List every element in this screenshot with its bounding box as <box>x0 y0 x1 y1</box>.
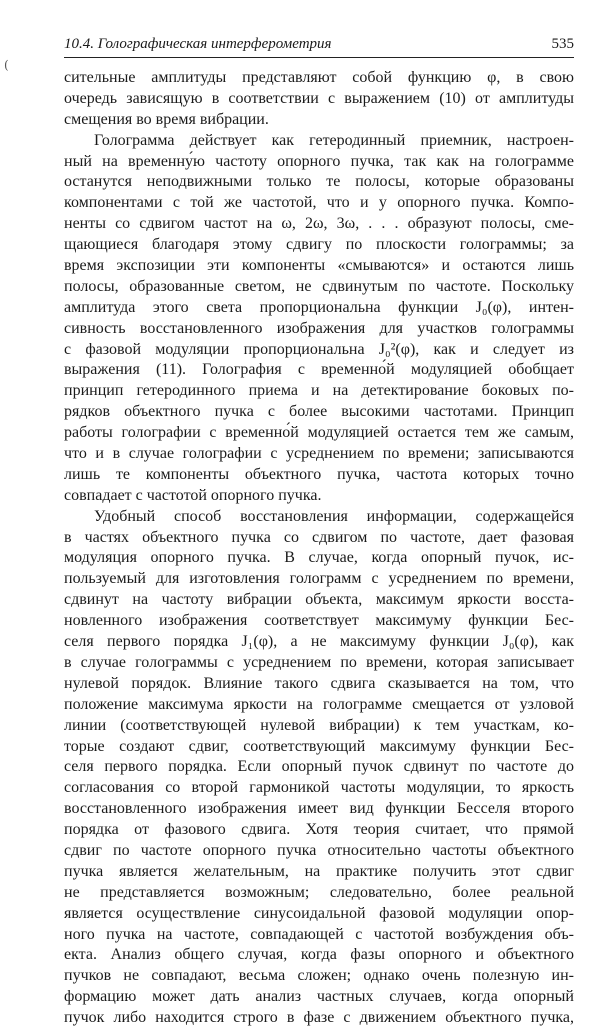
margin-mark: ( <box>4 58 9 72</box>
text-line: полосы, образованные светом, не сдвинутым по частоте. Поскольку <box>64 277 574 295</box>
text-line: очередь зависящую в соответствии с выражением (10) от амплитуды <box>64 89 574 107</box>
text-line: нулевой порядок. Влияние такого сдвига сказывается на том, что <box>64 674 574 692</box>
text-line: согласования со второй гармоникой частоты модуляции, то яркость <box>64 779 574 797</box>
text-line: рядков объектного пучка с более высокими частотами. Принцип <box>64 403 574 421</box>
text-line: сительные амплитуды представляют собой функцию φ, в свою <box>64 69 574 86</box>
text-line: сивность восстановленного изображения для участков голограммы <box>64 319 574 337</box>
text-line: линии (соответствующей нулевой вибрации) к тем участкам, ко- <box>64 716 574 734</box>
text-line: работы голографии с временно́й модуляцией остается тем же самым, <box>64 424 574 442</box>
header-rule <box>64 57 574 58</box>
text-line: восстановленного изображения имеет вид функции Бесселя второго <box>64 800 574 818</box>
text-line: смещения во время вибрации. <box>64 110 269 128</box>
text-line: модуляция опорного пучка. В случае, когда опорный пучок, ис- <box>64 549 574 567</box>
text-line: компонентами с той же частотой, что и у опорного пучка. Компо- <box>64 194 574 212</box>
text-line: пользуемый для изготовления голограмм с усреднением по времени, <box>64 570 574 588</box>
page-number: 535 <box>551 36 574 52</box>
text-line: с фазовой модуляции пропорциональна J₀²(φ), как и следует из <box>64 340 574 358</box>
paragraph-start-line: Удобный способ восстановления информации, содержащейся <box>94 507 574 525</box>
text-line: порядка от фазового сдвига. Хотя теория считает, что прямой <box>64 821 574 839</box>
text-line: является осуществление синусоидальной фазовой модуляции опор- <box>64 904 574 922</box>
text-line: в случае голограммы с усреднением по времени, которая записывает <box>64 653 574 671</box>
text-line: сдвиг по частоте опорного пучка относительно частоты объектного <box>64 841 574 859</box>
text-line: принцип гетеродинного приема и на детектирование боковых по- <box>64 382 574 400</box>
text-line: положение максимума яркости на голограмме смещается от узловой <box>64 695 574 713</box>
text-line: выражения (11). Голография с временно́й модуляцией обобщает <box>64 361 574 379</box>
text-line: пучок либо находится строго в фазе с движением объектного пучка, <box>64 1009 574 1027</box>
section-title: 10.4. Голографическая интерферометрия <box>64 36 332 52</box>
text-line: останутся неподвижными только те полосы, которые образованы <box>64 173 574 191</box>
text-line: в частях объектного пучка со сдвигом по частоте, дает фазовая <box>64 528 574 546</box>
text-line: пучка является желательным, на практике получить этот сдвиг <box>64 862 574 880</box>
running-header <box>64 34 574 56</box>
text-line: что и в случае голографии с усреднением по времени; записываются <box>64 445 574 463</box>
text-line: пучков не совпадают, весьма сложен; однако очень полезную ин- <box>64 967 574 985</box>
text-line: лишь те компоненты объектного пучка, частота которых точно <box>64 465 574 483</box>
text-line: новленного изображения соответствует максимуму функции Бес- <box>64 612 574 630</box>
text-line: совпадает с частотой опорного пучка. <box>64 486 322 504</box>
text-line: селя первого порядка J₁(φ), а не максимуму функции J₀(φ), как <box>64 633 574 651</box>
text-line: щающиеся благодаря этому сдвигу по плоскости голограммы; за <box>64 236 574 254</box>
body-text <box>64 68 574 1029</box>
text-line: екта. Анализ общего случая, когда фазы опорного и объектного <box>64 946 574 964</box>
text-line: сдвинут на частоту вибрации объекта, максимум яркости восста- <box>64 591 574 609</box>
text-line: ный на временну́ю частоту опорного пучка, так как на голограмме <box>64 152 574 170</box>
text-line: формацию может дать анализ частных случаев, когда опорный <box>64 988 574 1006</box>
paragraph-start-line: Голограмма действует как гетеродинный приемник, настроен- <box>94 131 574 149</box>
text-line: ного пучка на частоте, совпадающей с частотой возбуждения объ- <box>64 925 574 943</box>
text-line: не представляется возможным; следовательно, более реальной <box>64 883 574 901</box>
text-line: ненты со сдвигом частот на ω, 2ω, 3ω, . . . образуют полосы, сме- <box>64 215 574 233</box>
text-line: торые создают сдвиг, соответствующий максимуму функции Бес- <box>64 737 574 755</box>
text-line: время экспозиции эти компоненты «смываются» и остаются лишь <box>64 257 574 275</box>
text-line: амплитуда этого света пропорциональна функции J₀(φ), интен- <box>64 298 574 316</box>
text-line: селя первого порядка. Если опорный пучок сдвинут по частоте до <box>64 758 574 776</box>
